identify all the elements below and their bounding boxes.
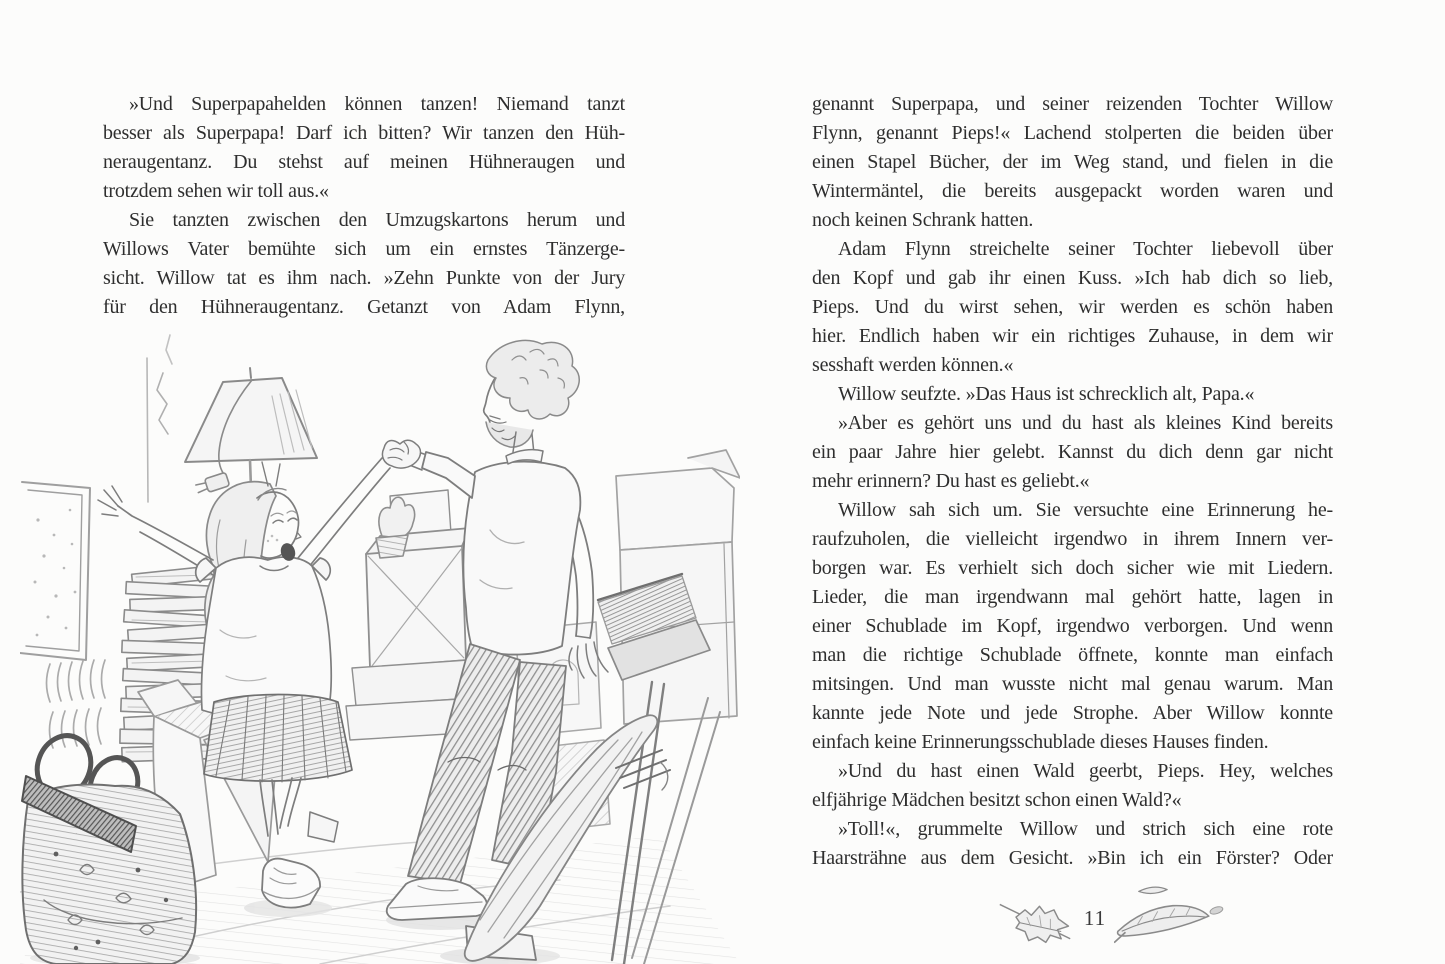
text-line: »Aber es gehört uns und du hast als kleines Kind bereits [838, 412, 1333, 434]
text-line: für den Hühneraugentanz. Getanzt von Adam Flynn, [103, 296, 625, 318]
page-number: 11 [1083, 905, 1107, 930]
text-line: Flynn, genannt Pieps!« Lachend stolperten die beiden über [812, 122, 1333, 144]
text-line: Willows Vater bemühte sich um ein ernstes Tänzerge- [103, 238, 625, 260]
text-line: Willow seufzte. »Das Haus ist schrecklich alt, Papa.« [838, 383, 1255, 405]
text-line: neraugentanz. Du stehst auf meinen Hühneraugen und [103, 151, 625, 173]
page-footer [995, 876, 1225, 960]
clasped-hands [382, 440, 420, 468]
text-line: besser als Superpapa! Darf ich bitten? Wir tanzen den Hüh- [103, 122, 625, 144]
text-line: Sie tanzten zwischen den Umzugskartons herum und [129, 209, 625, 231]
text-line: ein paar Jahre hier gelebt. Kannst du dich denn gar nicht [812, 441, 1333, 463]
text-line: sicht. Willow tat es ihm nach. »Zehn Punkte von der Jury [103, 267, 625, 289]
text-line: einen Stapel Bücher, der im Weg stand, und fielen in die [812, 151, 1333, 173]
text-line: raufzuholen, die vielleicht irgendwo in ihrem Innern ver- [812, 528, 1333, 550]
leaf-right-icon [1114, 882, 1226, 954]
text-line: trotzdem sehen wir toll aus.« [103, 180, 329, 202]
text-line: den Kopf und gab ihr einen Kuss. »Ich hab dich so lieb, [812, 267, 1333, 289]
text-line: elfjährige Mädchen besitzt schon einen Wald?« [812, 789, 1182, 811]
text-line: »Und du hast einen Wald geerbt, Pieps. Hey, welches [838, 760, 1333, 782]
text-line: Wintermäntel, die bereits ausgepackt worden waren und [812, 180, 1333, 202]
text-line: »Toll!«, grummelte Willow und strich sich eine rote [838, 818, 1333, 840]
text-line: »Und Superpapahelden können tanzen! Niemand tanzt [129, 93, 625, 115]
text-line: genannt Superpapa, und seiner reizenden Tochter Willow [812, 93, 1333, 115]
text-line: einer Schublade im Kopf, irgendwo verborgen. Und wenn [812, 615, 1333, 637]
dancing-illustration [20, 330, 740, 964]
girl-sneaker [262, 859, 320, 908]
text-line: Haarsträhne aus dem Gesicht. »Bin ich ein Förster? Oder [812, 847, 1333, 869]
text-line: hier. Endlich haben wir ein richtiges Zuhause, in dem wir [812, 325, 1333, 347]
wall-lines [147, 335, 172, 502]
text-line: noch keinen Schrank hatten. [812, 209, 1034, 231]
right-page-text [812, 90, 1333, 873]
text-line: Lieder, die man irgendwann mal gehört hatte, lagen in [812, 586, 1333, 608]
text-line: kannte jede Note und jede Strophe. Aber Willow konnte [812, 702, 1333, 724]
father-head [484, 341, 580, 464]
text-line: Willow sah sich um. Sie versuchte eine Erinnerung he- [838, 499, 1333, 521]
text-line: borgen war. Es verhielt sich doch sicher wie mit Liedern. [812, 557, 1333, 579]
girl-open-hand [98, 486, 122, 516]
left-page-text [103, 90, 625, 322]
text-line: Adam Flynn streichelte seiner Tochter liebevoll über [838, 238, 1333, 260]
text-line: mitsingen. Und man wusste nicht mal genau warum. Man [812, 673, 1333, 695]
leaf-left-icon [994, 890, 1076, 946]
text-line: mehr erinnern? Du hast es geliebt.« [812, 470, 1090, 492]
window-frame [20, 482, 90, 660]
text-line: Pieps. Und du wirst sehen, wir werden es schön haben [812, 296, 1333, 318]
text-line: man die richtige Schublade öffnete, konnte man einfach [812, 644, 1333, 666]
text-line: einfach keine Erinnerungsschublade dieses Hauses finden. [812, 731, 1269, 753]
text-line: sesshaft werden können.« [812, 354, 1014, 376]
